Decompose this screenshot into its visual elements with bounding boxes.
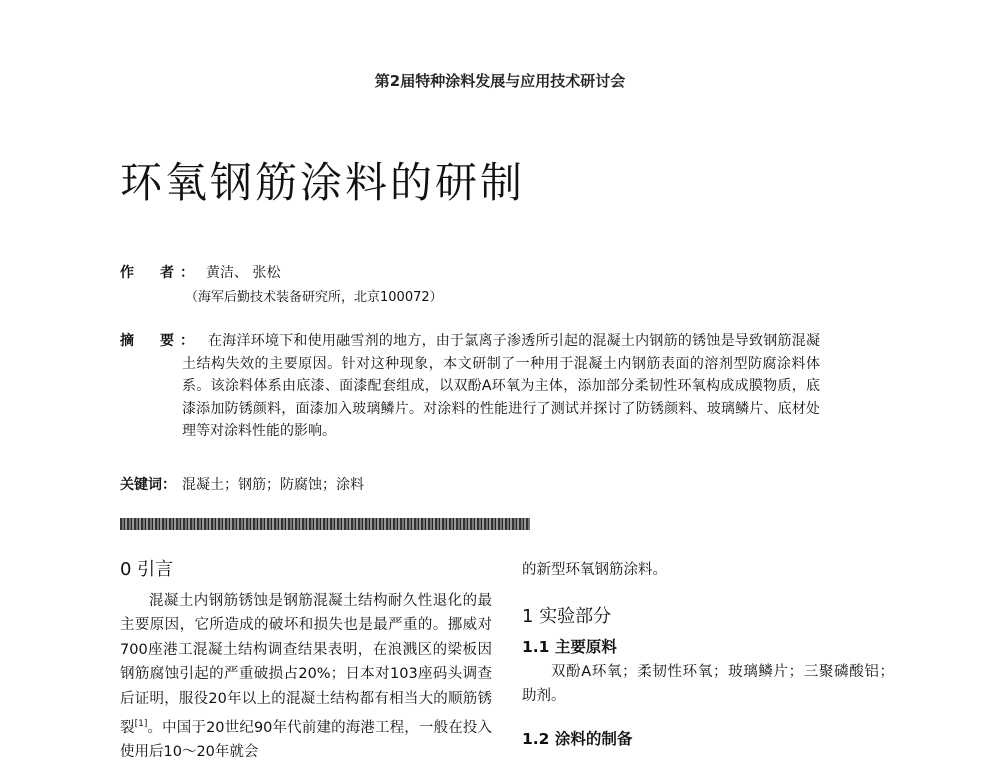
paper-title: 环氧钢筋涂料的研制 [120, 158, 526, 207]
continuation-text: 的新型环氧钢筋涂料。 [522, 562, 667, 578]
section-1-2-heading: 1.2 涂料的制备 [522, 729, 633, 748]
abstract [120, 330, 820, 443]
left-column [120, 558, 492, 765]
authors-label: 作 者： [120, 265, 200, 281]
authors-line [120, 262, 280, 282]
keywords-text: 混凝土；钢筋；防腐蚀；涂料 [182, 477, 364, 493]
keywords [120, 474, 364, 494]
section-0-paragraph [120, 589, 492, 765]
abstract-label: 摘 要： [120, 333, 200, 349]
section-1-1-heading: 1.1 主要原料 [522, 638, 617, 657]
section-1-heading: 1 实验部分 [522, 605, 612, 627]
section-0-text-continued: 。中国于20世纪90年代前建的海港工程，一般在投入使用后10～20年就会 [120, 719, 492, 760]
right-column [522, 558, 894, 752]
author-names: 黄洁、 张松 [206, 265, 281, 281]
reference-marker: [1] [134, 718, 148, 729]
keywords-label: 关键词： [120, 477, 176, 493]
section-0-text: 混凝土内钢筋锈蚀是钢筋混凝土结构耐久性退化的最主要原因，它所造成的破坏和损失也是最严重的。挪威对700座港工混凝土结构调查结果表明，在浪溅区的梁板因钢筋腐蚀引起的严重破损占20%；日本对103座码头调查后证明，服役20年以上的混凝土结构都有相当大的顺筋锈裂 [120, 592, 492, 736]
section-1-1-text: 双酚A环氧；柔韧性环氧；玻璃鳞片；三聚磷酸铝；助剂。 [522, 663, 894, 705]
abstract-text: 在海洋环境下和使用融雪剂的地方，由于氯离子渗透所引起的混凝土内钢筋的锈蚀是导致钢筋混凝土结构失效的主要原因。针对这种现象，本文研制了一种用于混凝土内钢筋表面的溶剂型防腐涂料体系。该涂料体系由底漆、面漆配套组成，以双酚A环氧为主体，添加部分柔韧性环氧构成成膜物质，底漆添加防锈颜料，面漆加入玻璃鳞片。对涂料的性能进行了测试并探讨了防锈颜料、玻璃鳞片、底材处理等对涂料性能的影响。 [182, 333, 820, 440]
section-0-heading: 0 引言 [120, 559, 174, 580]
author-affiliation: （海军后勤技术装备研究所，北京100072） [185, 290, 443, 305]
conference-header: 第2届特种涂料发展与应用技术研讨会 [374, 72, 626, 90]
section-divider [120, 518, 530, 530]
